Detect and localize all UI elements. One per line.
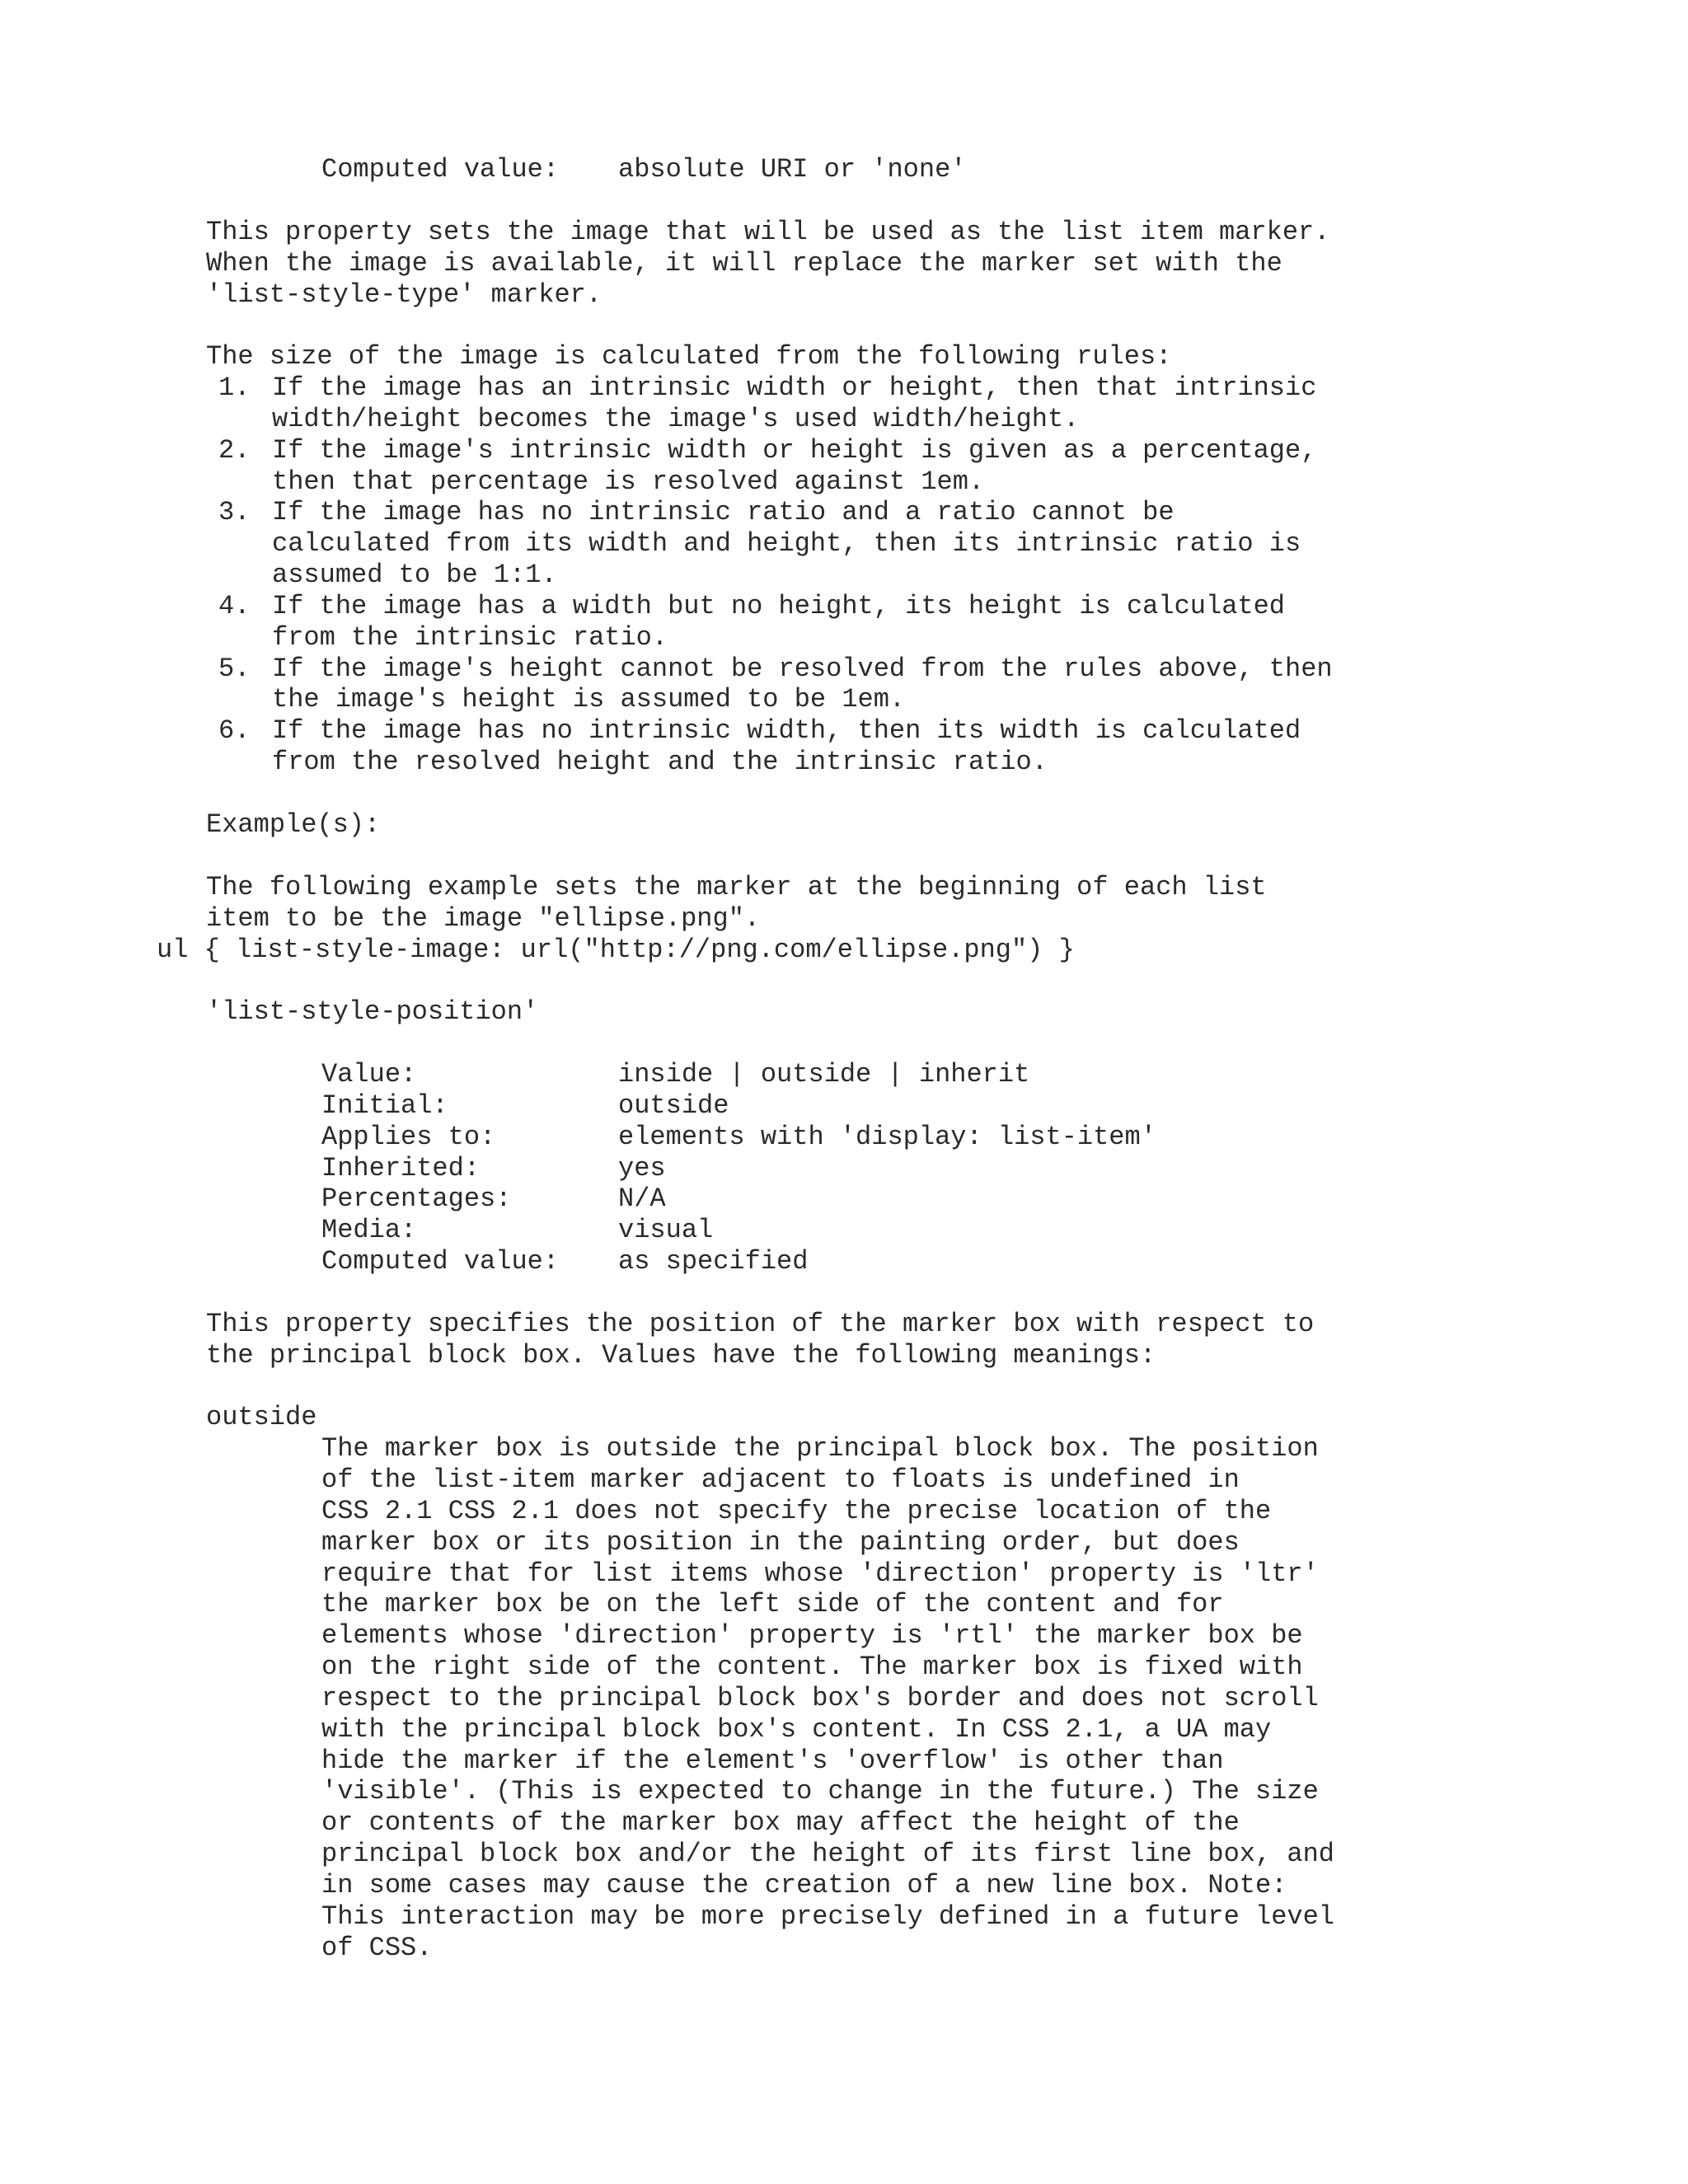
outside-desc-line: principal block box and/or the height of its first line box, and	[321, 1839, 1334, 1869]
outside-desc-line: or contents of the marker box may affect the height of the	[321, 1807, 1240, 1838]
property-label: Inherited:	[321, 1153, 481, 1183]
position-intro-line: the principal block box. Values have the following meanings:	[206, 1340, 1156, 1371]
rule-number: 4.	[218, 591, 251, 621]
outside-desc-line: in some cases may cause the creation of a new line box. Note:	[321, 1870, 1287, 1900]
property-label: Initial:	[321, 1090, 448, 1121]
rule-line: the image's height is assumed to be 1em.	[272, 684, 906, 715]
rule-line: If the image's intrinsic width or height is given as a percentage,	[272, 435, 1317, 466]
rule-number: 3.	[218, 497, 251, 527]
property-value: as specified	[618, 1246, 809, 1277]
outside-desc-line: elements whose 'direction' property is 'rtl' the marker box be	[321, 1620, 1303, 1651]
property-label: Value:	[321, 1059, 417, 1090]
position-intro-line: This property specifies the position of the marker box with respect to	[206, 1309, 1315, 1339]
example-text-line: item to be the image "ellipse.png".	[206, 903, 761, 934]
computed-value-label: Computed value:	[321, 154, 560, 185]
outside-desc-line: require that for list items whose 'direction' property is 'ltr'	[321, 1558, 1319, 1589]
rule-number: 1.	[218, 373, 251, 403]
outside-desc-line: of the list-item marker adjacent to floats is undefined in	[321, 1465, 1240, 1495]
outside-desc-line: hide the marker if the element's 'overflow' is other than	[321, 1746, 1224, 1776]
outside-desc-line: on the right side of the content. The marker box is fixed with	[321, 1652, 1303, 1682]
property-value: outside	[618, 1090, 729, 1121]
property-name: 'list-style-position'	[206, 996, 539, 1027]
property-label: Computed value:	[321, 1246, 560, 1277]
intro-line: When the image is available, it will replace the marker set with the	[206, 248, 1282, 279]
rule-number: 6.	[218, 715, 251, 746]
rule-line: If the image has no intrinsic ratio and a ratio cannot be	[272, 497, 1175, 527]
intro-line: 'list-style-type' marker.	[206, 279, 603, 310]
outside-desc-line: marker box or its position in the painting order, but does	[321, 1527, 1240, 1558]
property-value: N/A	[618, 1183, 666, 1214]
property-value: elements with 'display: list-item'	[618, 1122, 1156, 1152]
outside-desc-line: The marker box is outside the principal block box. The position	[321, 1433, 1319, 1464]
outside-desc-line: This interaction may be more precisely defined in a future level	[321, 1901, 1334, 1932]
rule-line: calculated from its width and height, then its intrinsic ratio is	[272, 528, 1301, 559]
rule-line: from the resolved height and the intrinsic ratio.	[272, 747, 1048, 777]
outside-desc-line: with the principal block box's content. In CSS 2.1, a UA may	[321, 1714, 1272, 1745]
property-value: yes	[618, 1153, 666, 1183]
rule-line: If the image's height cannot be resolved from the rules above, then	[272, 654, 1333, 684]
outside-desc-line: CSS 2.1 CSS 2.1 does not specify the precise location of the	[321, 1496, 1272, 1526]
example-code: ul { list-style-image: url("http://png.com/ellipse.png") }	[157, 935, 1075, 965]
rule-line: then that percentage is resolved against 1em.	[272, 466, 985, 497]
property-label: Media:	[321, 1215, 417, 1245]
outside-desc-line: of CSS.	[321, 1933, 433, 1963]
rule-line: If the image has an intrinsic width or height, then that intrinsic	[272, 373, 1317, 403]
rule-line: width/height becomes the image's used width/height.	[272, 404, 1080, 434]
rule-line: If the image has a width but no height, its height is calculated	[272, 591, 1285, 621]
example-text-line: The following example sets the marker at the beginning of each list	[206, 872, 1267, 902]
outside-desc-line: the marker box be on the left side of the content and for	[321, 1589, 1224, 1619]
rule-line: from the intrinsic ratio.	[272, 622, 668, 653]
outside-desc-line: 'visible'. (This is expected to change in the future.) The size	[321, 1776, 1319, 1807]
size-rules-intro: The size of the image is calculated from the following rules:	[206, 341, 1172, 372]
rule-number: 5.	[218, 654, 251, 684]
outside-term: outside	[206, 1402, 317, 1432]
outside-desc-line: respect to the principal block box's border and does not scroll	[321, 1683, 1319, 1713]
rule-number: 2.	[218, 435, 251, 466]
property-label: Percentages:	[321, 1183, 512, 1214]
examples-heading: Example(s):	[206, 809, 381, 840]
computed-value-value: absolute URI or 'none'	[618, 154, 967, 185]
property-value: inside | outside | inherit	[618, 1059, 1030, 1090]
rule-line: assumed to be 1:1.	[272, 560, 557, 590]
property-value: visual	[618, 1215, 714, 1245]
intro-line: This property sets the image that will be used as the list item marker.	[206, 217, 1330, 247]
rule-line: If the image has no intrinsic width, then its width is calculated	[272, 715, 1301, 746]
property-label: Applies to:	[321, 1122, 496, 1152]
